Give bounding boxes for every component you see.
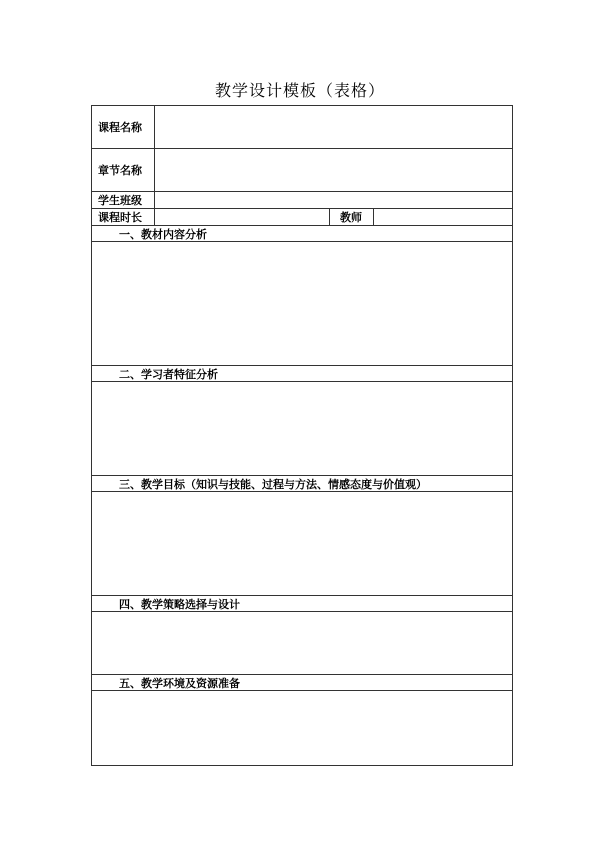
section-heading-textbook: 一、教材内容分析 (92, 226, 512, 242)
chapter-name-label: 章节名称 (92, 149, 155, 191)
course-name-label: 课程名称 (92, 106, 155, 148)
section-body-textbook[interactable] (92, 242, 512, 366)
section-heading-learner: 二、学习者特征分析 (92, 366, 512, 382)
course-name-field[interactable] (155, 106, 512, 148)
section-heading-objectives: 三、教学目标（知识与技能、过程与方法、情感态度与价值观） (92, 476, 512, 492)
duration-teacher-row (92, 209, 512, 226)
chapter-name-field[interactable] (155, 149, 512, 191)
course-duration-label: 课程时长 (92, 209, 155, 225)
section-body-objectives[interactable] (92, 492, 512, 596)
student-class-field[interactable] (155, 192, 512, 208)
section-heading-strategy: 四、教学策略选择与设计 (92, 596, 512, 612)
section-body-strategy[interactable] (92, 612, 512, 675)
course-name-row (92, 106, 512, 149)
student-class-row (92, 192, 512, 209)
section-body-learner[interactable] (92, 382, 512, 476)
teacher-label: 教师 (329, 209, 374, 225)
section-heading-environment: 五、教学环境及资源准备 (92, 675, 512, 691)
student-class-label: 学生班级 (92, 192, 155, 208)
page-title: 教学设计模板（表格） (214, 81, 385, 100)
course-duration-field[interactable] (155, 209, 329, 225)
lesson-design-form (91, 105, 513, 766)
chapter-name-row (92, 149, 512, 192)
teacher-field[interactable] (374, 209, 512, 225)
section-body-environment[interactable] (92, 691, 512, 765)
